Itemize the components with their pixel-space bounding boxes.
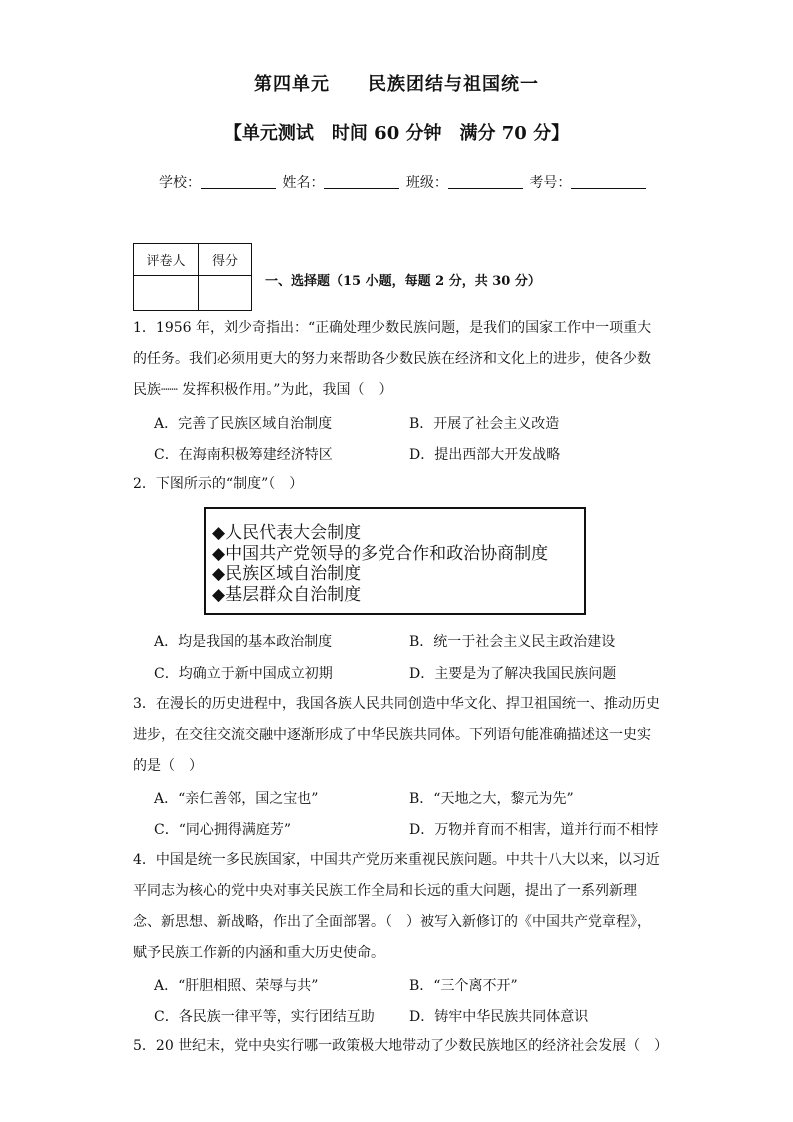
q1-option-b[interactable]: B．开展了社会主义改造 — [409, 416, 560, 432]
name-blank[interactable] — [324, 174, 399, 189]
student-info-line — [159, 172, 648, 192]
figure-line-2: ◆中国共产党领导的多党合作和政治协商制度 — [212, 543, 549, 564]
q4-option-b[interactable]: B．“三个离不开” — [409, 978, 518, 994]
exam-number-label: 考号： — [529, 175, 572, 191]
q2-option-b[interactable]: B．统一于社会主义民主政治建设 — [409, 634, 616, 650]
question-5-stem: 5．20 世纪末，党中央实行哪一政策极大地带动了少数民族地区的经济社会发展（ ） — [133, 1038, 669, 1054]
exam-number-blank[interactable] — [571, 174, 646, 189]
q2-option-c[interactable]: C．均确立于新中国成立初期 — [154, 666, 333, 682]
test-subtitle: 【单元测试 时间 60 分钟 满分 70 分】 — [223, 123, 570, 144]
q3-option-d[interactable]: D．万物并育而不相害，道并行而不相悖 — [409, 822, 659, 838]
q4-option-c[interactable]: C．各民族一律平等，实行团结互助 — [154, 1009, 375, 1025]
q1-option-d[interactable]: D．提出西部大开发战略 — [409, 447, 561, 463]
school-blank[interactable] — [201, 174, 276, 189]
q4-option-d[interactable]: D．铸牢中华民族共同体意识 — [409, 1009, 589, 1025]
question-4-stem: 4．中国是统一多民族国家，中国共产党历来重视民族问题。中共十八大以来，以习近平同志为核心的党中央对事关民族工作全局和长远的重大问题，提出了一系列新理念、新思想、新战略，作出了全面部署。（ ）被写入新修订的《中国共产党章程》，赋予民族工作新的内涵和重大历史使命。 — [133, 852, 660, 961]
class-blank[interactable] — [448, 174, 523, 189]
grader-cell[interactable] — [134, 276, 199, 311]
figure-line-1: ◆人民代表大会制度 — [212, 523, 362, 543]
name-label: 姓名： — [282, 175, 325, 191]
question-1-stem: 1．1956 年，刘少奇指出：“正确处理少数民族问题，是我们的国家工作中一项重大的任务。我们必须用更大的努力来帮助各少数民族在经济和文化上的进步，使各少数民族┈┈ 发挥积极作用。”为此，我国（ ） — [133, 320, 652, 398]
question-3-stem: 3．在漫长的历史进程中，我国各族人民共同创造中华文化、捍卫祖国统一、推动历史进步，在交往交流交融中逐渐形成了中华民族共同体。下列语句能准确描述这一史实的是（ ） — [133, 696, 660, 774]
score-header: 得分 — [199, 244, 252, 276]
q3-option-a[interactable]: A．“亲仁善邻，国之宝也” — [154, 791, 319, 807]
figure-line-4: ◆基层群众自治制度 — [212, 584, 362, 605]
q3-option-c[interactable]: C．“同心拥得满庭芳” — [154, 822, 292, 838]
score-table — [133, 243, 252, 311]
q2-option-a[interactable]: A．均是我国的基本政治制度 — [154, 634, 333, 650]
q1-option-c[interactable]: C．在海南积极筹建经济特区 — [154, 447, 333, 463]
q2-option-d[interactable]: D．主要是为了解决我国民族问题 — [409, 666, 617, 682]
question-2-stem: 2．下图所示的“制度”（ ） — [133, 476, 304, 492]
class-label: 班级： — [405, 175, 448, 191]
grader-header: 评卷人 — [134, 244, 199, 276]
institutions-figure — [204, 507, 586, 615]
score-cell[interactable] — [199, 276, 252, 311]
q1-option-a[interactable]: A．完善了民族区域自治制度 — [154, 416, 333, 432]
section-title: 一、选择题（15 小题，每题 2 分，共 30 分） — [265, 274, 541, 289]
q4-option-a[interactable]: A．“肝胆相照、荣辱与共” — [154, 978, 319, 994]
unit-title: 第四单元 民族团结与祖国统一 — [254, 74, 539, 95]
q3-option-b[interactable]: B．“天地之大，黎元为先” — [409, 791, 574, 807]
school-label: 学校： — [159, 175, 201, 191]
figure-line-3: ◆民族区域自治制度 — [212, 564, 362, 584]
